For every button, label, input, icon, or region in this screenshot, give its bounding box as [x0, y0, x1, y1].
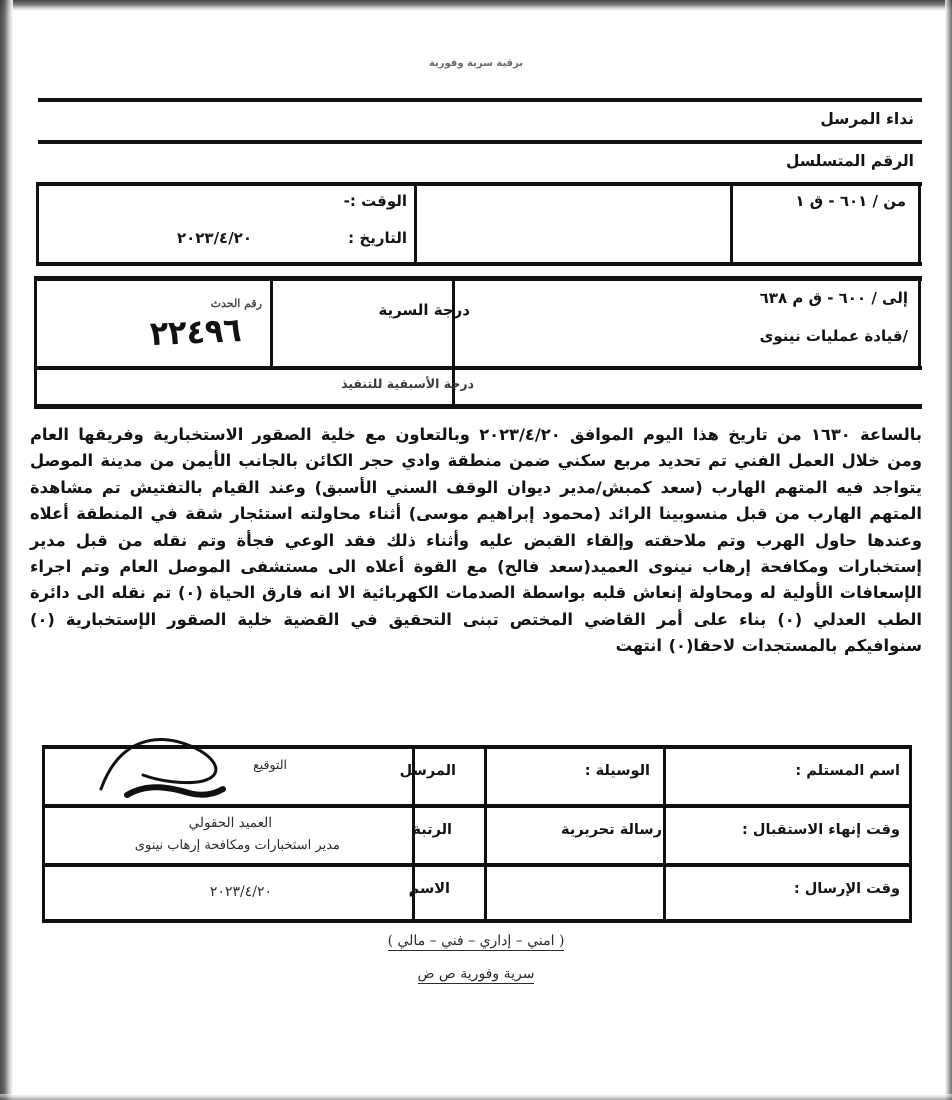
means-value: رسالة تحريرية	[561, 822, 662, 838]
header-rule-mid	[38, 140, 922, 144]
time-field-label: الوقت :-	[343, 192, 407, 210]
sig-border-right	[909, 745, 912, 923]
reception-end-time-label: وقت إنهاء الاستقبال :	[742, 822, 900, 838]
sig-border-row1	[42, 804, 912, 808]
message-body	[30, 422, 922, 660]
signature-label: التوقيع	[253, 757, 287, 772]
priority-level-label: درجة الأسبقية للتنفيذ	[341, 376, 474, 391]
sender-label: المرسل	[399, 763, 456, 779]
to-box-top-border	[34, 276, 922, 281]
to-box-left-border	[34, 276, 37, 408]
scan-edge-bottom	[0, 1094, 952, 1100]
from-box-divider-right	[730, 186, 733, 264]
date-field-label: التاريخ :	[348, 229, 407, 247]
header-rule-top	[38, 98, 922, 102]
signer-rank-name: العميد الحقولي	[188, 815, 272, 831]
from-field-value: من / ٦٠١ - ق ١	[795, 192, 906, 210]
name-label: الاسم	[408, 881, 450, 897]
document-footer	[0, 930, 952, 996]
footer-classification: سرية وفورية ص ض	[417, 966, 535, 982]
receiver-name-label: اسم المستلم :	[795, 763, 900, 779]
means-label: الوسيلة :	[584, 763, 650, 779]
footer-categories: ( امني – إداري – فني – مالي )	[387, 933, 565, 949]
sig-border-top	[42, 745, 912, 749]
event-number-label: رقم الحدث	[210, 297, 262, 310]
sig-divider-a	[663, 745, 666, 923]
to-box-divider-left	[270, 280, 273, 368]
signature-table	[42, 745, 912, 923]
to-box-middle-border	[34, 366, 922, 370]
to-field-subvalue: /قيادة عمليات نينوى	[759, 327, 908, 345]
rank-label: الرتبة	[412, 822, 452, 838]
from-box-left-border	[36, 182, 39, 266]
sig-border-row2	[42, 863, 912, 867]
to-field-value: إلى / ٦٠٠ - ق م ٦٣٨	[759, 289, 908, 307]
signer-date: ٢٠٢٣/٤/٢٠	[209, 884, 272, 900]
message-body-paragraph: بالساعة ١٦٣٠ من تاريخ هذا اليوم الموافق ٢٠٢٣/٤/٢٠ وبالتعاون مع خلية الصقور الاستخبارية وفريقها العام ومن خلال العمل الفني تم تحديد مربع سكني ضمن منطقة وادي حجر الكائن بالجانب الأيمن من مدينة الموصل يتواجد فيه المتهم الهارب (سعد كمبش/مدير ديوان الوقف السني الأسبق) وعند القيام بالتفتيش تم مشاهدة المتهم الهارب من قبل منسوبينا الرائد (محمود إبراهيم موسى) أثناء محاولته استئجار شقة في المنطقة أعلاه وعندها حاول الهرب وتم ملاحقته وإلقاء القبض عليه وأثناء ذلك فقد الوعي فجأة وتم نقله من قبل مدير إستخبارات ومكافحة إرهاب نينوى العميد(سعد فالح) مع القوة أعلاه الى مستشفى الموصل العام وتم اجراء الإسعافات الأولية له ومحاولة إنعاش قلبه بواسطة الصدمات الكهربائية الا انه فارق الحياة (٠) تم نقله الى دائرة الطب العدلي (٠) بناء على أمر القاضي المختص تبنى التحقيق في القضية خلية الصقور الإستخبارية (٠) سنوافيكم بالمستجدات لاحقا(٠) انتهت	[30, 425, 922, 656]
header-label-sender-call: نداء المرسل	[820, 110, 914, 128]
sig-border-left	[42, 745, 45, 923]
sig-border-bottom	[42, 919, 912, 923]
scan-edge-top	[0, 0, 952, 11]
to-box-right-border	[918, 276, 921, 368]
header-label-serial-number: الرقم المتسلسل	[785, 152, 914, 170]
secrecy-level-label: درجة السرية	[378, 301, 470, 319]
send-time-label: وقت الإرسال :	[793, 881, 900, 897]
document-caption: برقية سرية وفورية	[428, 58, 524, 69]
signer-title: مدير استخبارات ومكافحة إرهاب نينوى	[134, 838, 340, 853]
from-box-divider-left	[414, 186, 417, 264]
from-box-bottom-border	[36, 262, 922, 266]
date-field-value: ٢٠٢٣/٤/٢٠	[176, 229, 252, 247]
event-number-value: ٢٢٤٩٦	[149, 310, 243, 355]
from-box-right-border	[918, 182, 921, 266]
to-box-bottom-border	[34, 404, 922, 409]
from-box-top-border	[36, 182, 922, 186]
sig-divider-b	[484, 745, 487, 923]
